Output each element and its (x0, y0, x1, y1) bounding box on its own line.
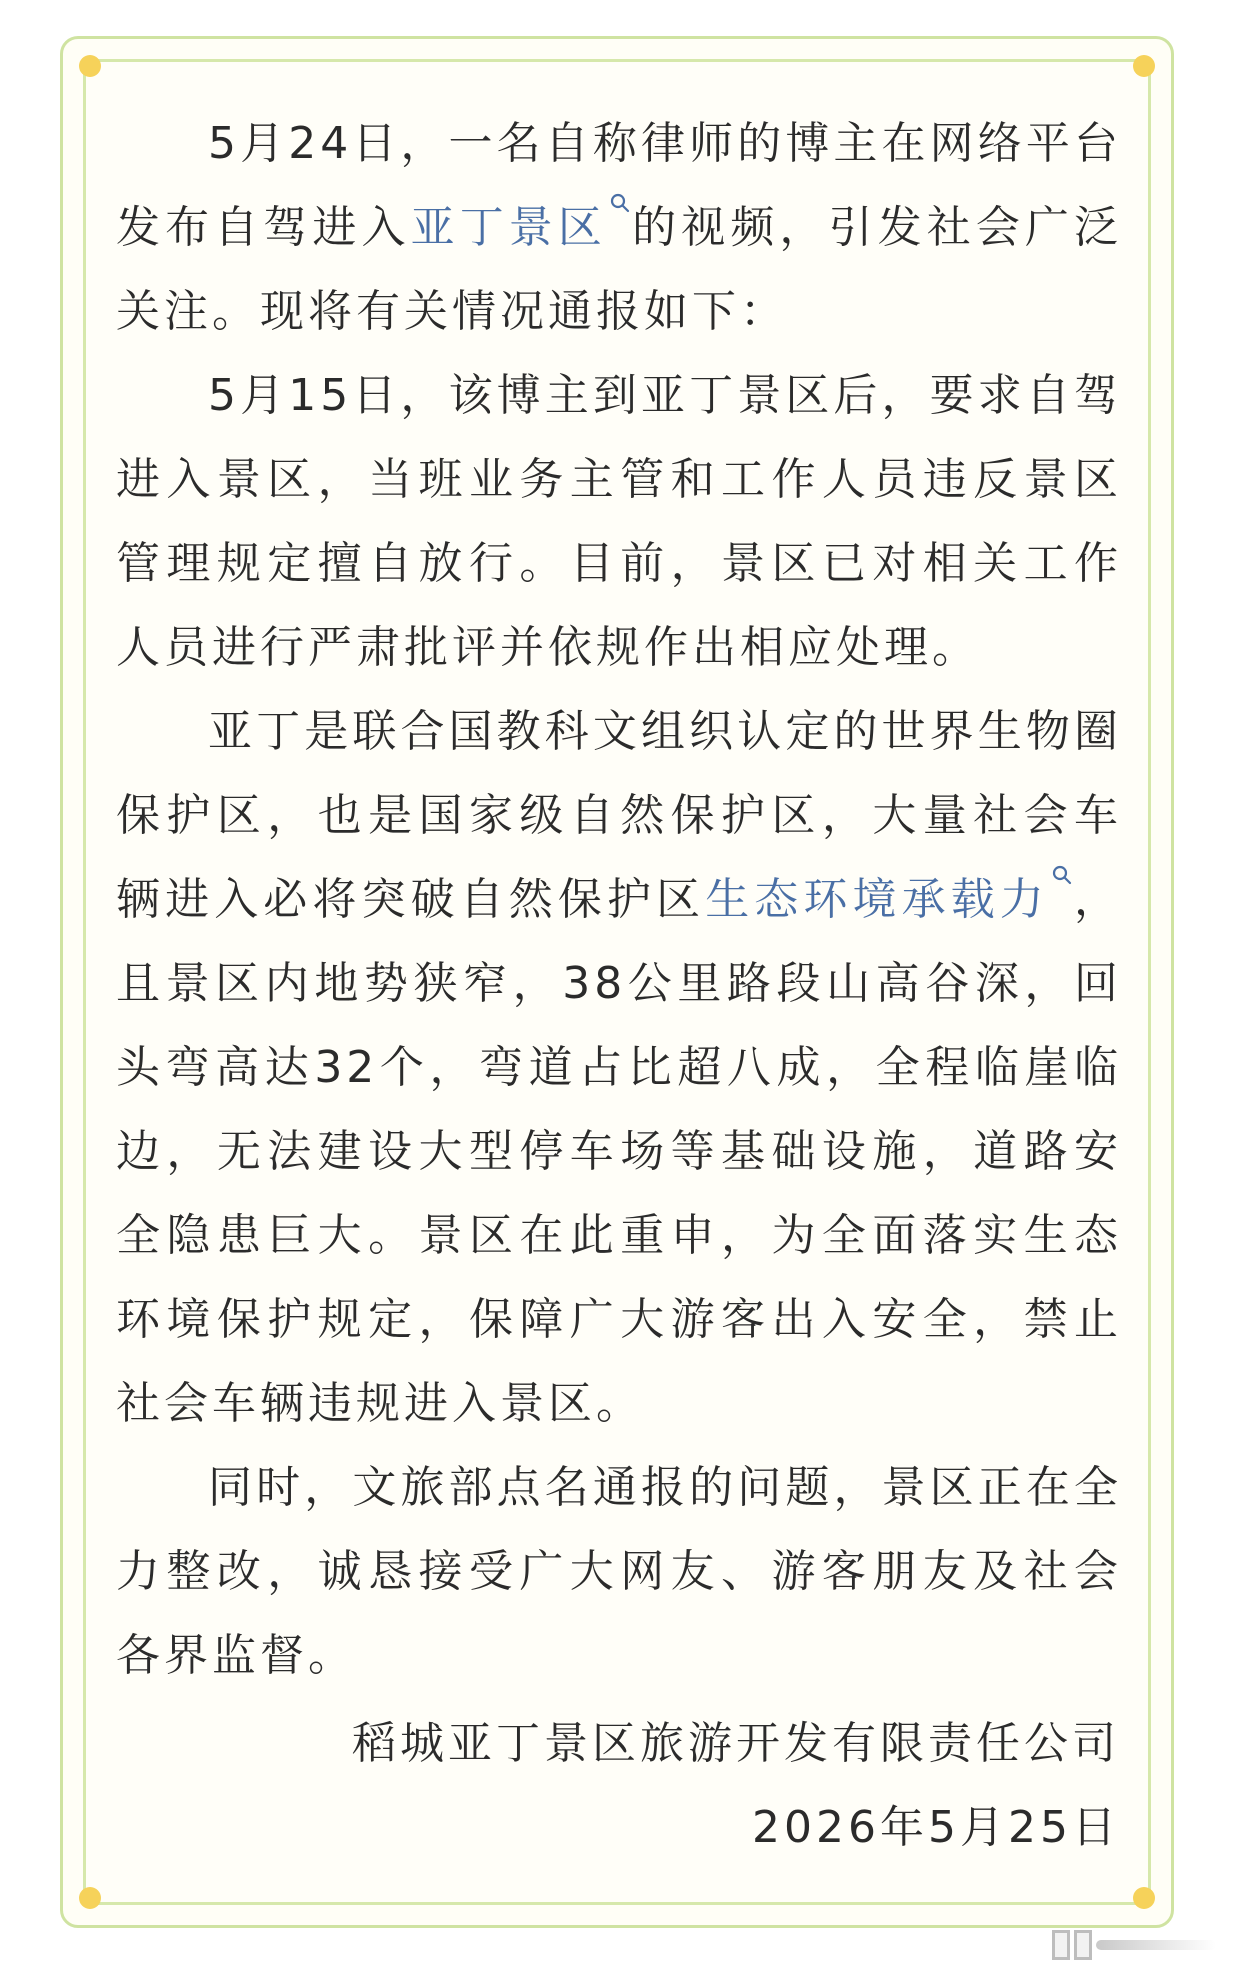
signature-date: 2026年5月25日 (752, 1802, 1120, 1853)
paragraph-4: 同时，文旅部点名通报的问题，景区正在全力整改，诚恳接受广大网友、游客朋友及社会各界监督。 (116, 1462, 1122, 1681)
corner-dot-icon (1133, 55, 1155, 77)
paragraph-3-text: 亚丁是联合国教科文组织认定的世界生物圈保护区，也是国家级自然保护区，大量社会车辆进入必将突破自然保护区 (116, 706, 1122, 925)
corner-dot-icon (1133, 1887, 1155, 1909)
paragraph-1-text: 5月24日，一名自称律师的博主在网络平台发布自驾进入 (116, 118, 1122, 253)
search-icon (1051, 864, 1073, 886)
corner-dot-icon (79, 1887, 101, 1909)
watermark-bar-icon (1074, 1930, 1092, 1960)
signature-company: 稻城亚丁景区旅游开发有限责任公司 (352, 1718, 1120, 1769)
paragraph-3-text-end: ，且景区内地势狭窄，38公里路段山高谷深，回头弯高达32个，弯道占比超八成，全程临崖临边，无法建设大型停车场等基础设施，道路安全隐患巨大。景区在此重申，为全面落实生态环境保护规定，保障广大游客出入安全，禁止社会车辆违规进入景区。 (116, 874, 1123, 1429)
search-icon (609, 192, 631, 214)
topic-link-eco-capacity[interactable] (705, 874, 1073, 925)
topic-link-label: 亚丁景区 (410, 202, 608, 253)
topic-link-yading[interactable] (411, 202, 631, 253)
paragraph-1-text-end: 的视频，引发社会广泛关注。现将有关情况通报如下： (116, 202, 1123, 337)
corner-dot-icon (79, 55, 101, 77)
paragraph-2: 5月15日，该博主到亚丁景区后，要求自驾进入景区，当班业务主管和工作人员违反景区管理规定擅自放行。目前，景区已对相关工作人员进行严肃批评并依规作出相应处理。 (116, 370, 1122, 673)
watermark-logo (1052, 1930, 1216, 1960)
signature-block (352, 1702, 1120, 1870)
topic-link-label: 生态环境承载力 (705, 874, 1049, 925)
paragraph-1 (116, 102, 1122, 354)
watermark-fade (1096, 1940, 1216, 1950)
watermark-bar-icon (1052, 1930, 1070, 1960)
notice-body (116, 102, 1122, 1698)
paragraph-3 (116, 690, 1122, 1446)
